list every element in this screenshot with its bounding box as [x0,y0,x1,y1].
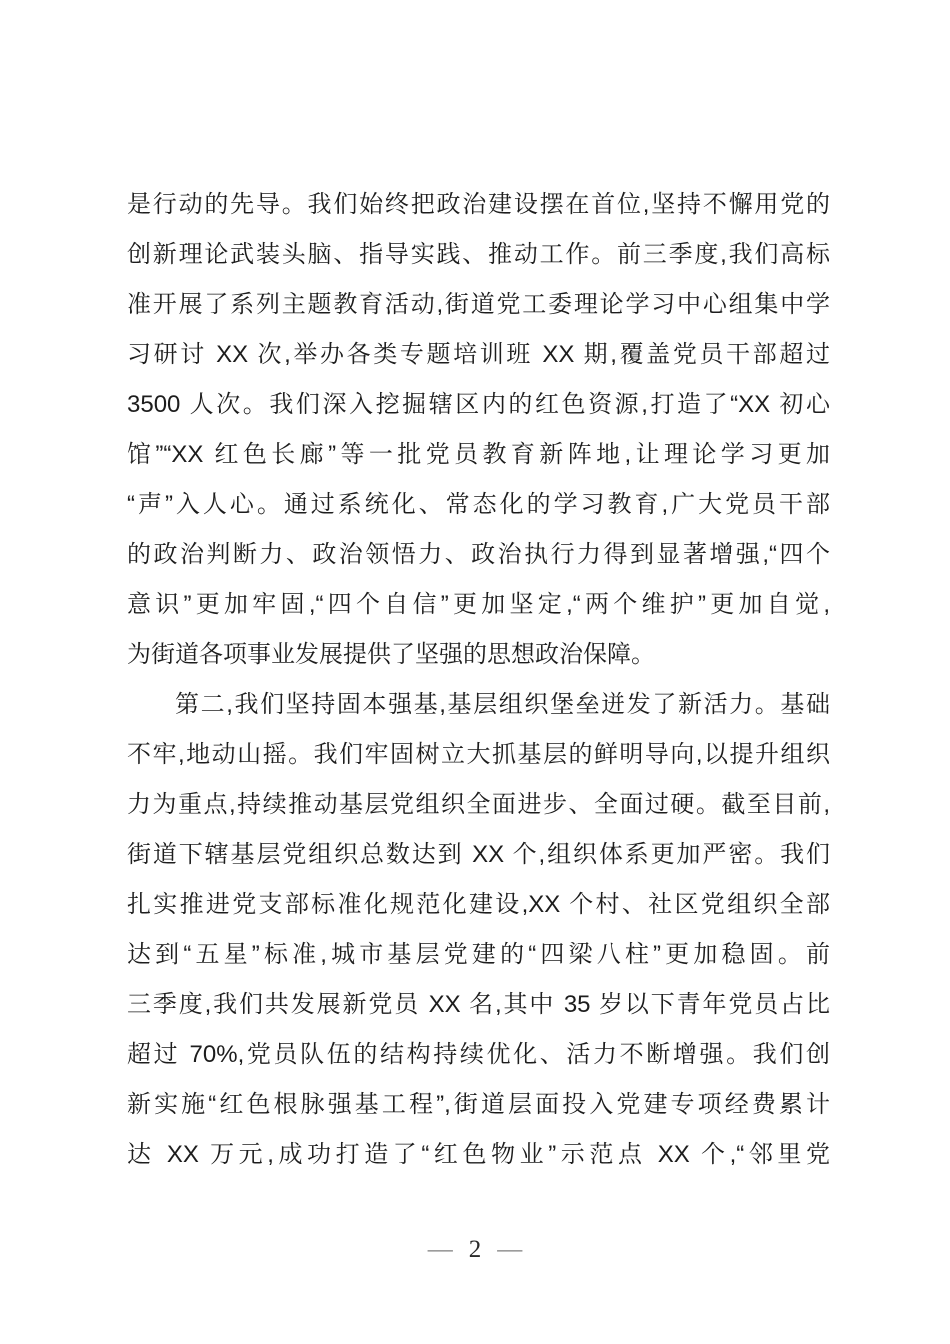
text-line: 准开展了系列主题教育活动,街道党工委理论学习中心组集中学 [127,291,830,318]
document-body [127,180,830,1180]
page-number-dash-right: — [497,1236,523,1263]
paragraph [127,180,830,680]
text-line: 习研讨 XX 次,举办各类专题培训班 XX 期,覆盖党员干部超过 [127,341,830,368]
text-line: 达 XX 万元,成功打造了“红色物业”示范点 XX 个,“邻里党 [127,1141,830,1168]
page-number: 2 [468,1236,482,1263]
text-line: 第二,我们坚持固本强基,基层组织堡垒迸发了新活力。基础 [175,691,830,718]
text-line: 力为重点,持续推动基层党组织全面进步、全面过硬。截至目前, [127,791,830,818]
page-number-dash-left: — [427,1236,453,1263]
text-line: 超过 70%,党员队伍的结构持续优化、活力不断增强。我们创 [127,1041,830,1068]
text-line: 达到“五星”标准,城市基层党建的“四梁八柱”更加稳固。前 [127,941,830,968]
text-line: 三季度,我们共发展新党员 XX 名,其中 35 岁以下青年党员占比 [127,991,830,1018]
text-line: 馆”“XX 红色长廊”等一批党员教育新阵地,让理论学习更加 [127,441,830,468]
text-line: 3500 人次。我们深入挖掘辖区内的红色资源,打造了“XX 初心 [127,391,830,418]
text-line: 为街道各项事业发展提供了坚强的思想政治保障。 [127,641,655,668]
text-line: 是行动的先导。我们始终把政治建设摆在首位,坚持不懈用党的 [127,191,830,218]
text-line: 街道下辖基层党组织总数达到 XX 个,组织体系更加严密。我们 [127,841,830,868]
text-line: 扎实推进党支部标准化规范化建设,XX 个村、社区党组织全部 [127,891,830,918]
text-line: 新实施“红色根脉强基工程”,街道层面投入党建专项经费累计 [127,1091,830,1118]
text-line: 的政治判断力、政治领悟力、政治执行力得到显著增强,“四个 [127,541,830,568]
text-line: “声”入人心。通过系统化、常态化的学习教育,广大党员干部 [127,491,830,518]
page-footer [0,1226,950,1274]
text-line: 意识”更加牢固,“四个自信”更加坚定,“两个维护”更加自觉, [127,591,830,618]
text-line: 不牢,地动山摇。我们牢固树立大抓基层的鲜明导向,以提升组织 [127,741,830,768]
text-line: 创新理论武装头脑、指导实践、推动工作。前三季度,我们高标 [127,241,830,268]
paragraph [127,680,830,1180]
